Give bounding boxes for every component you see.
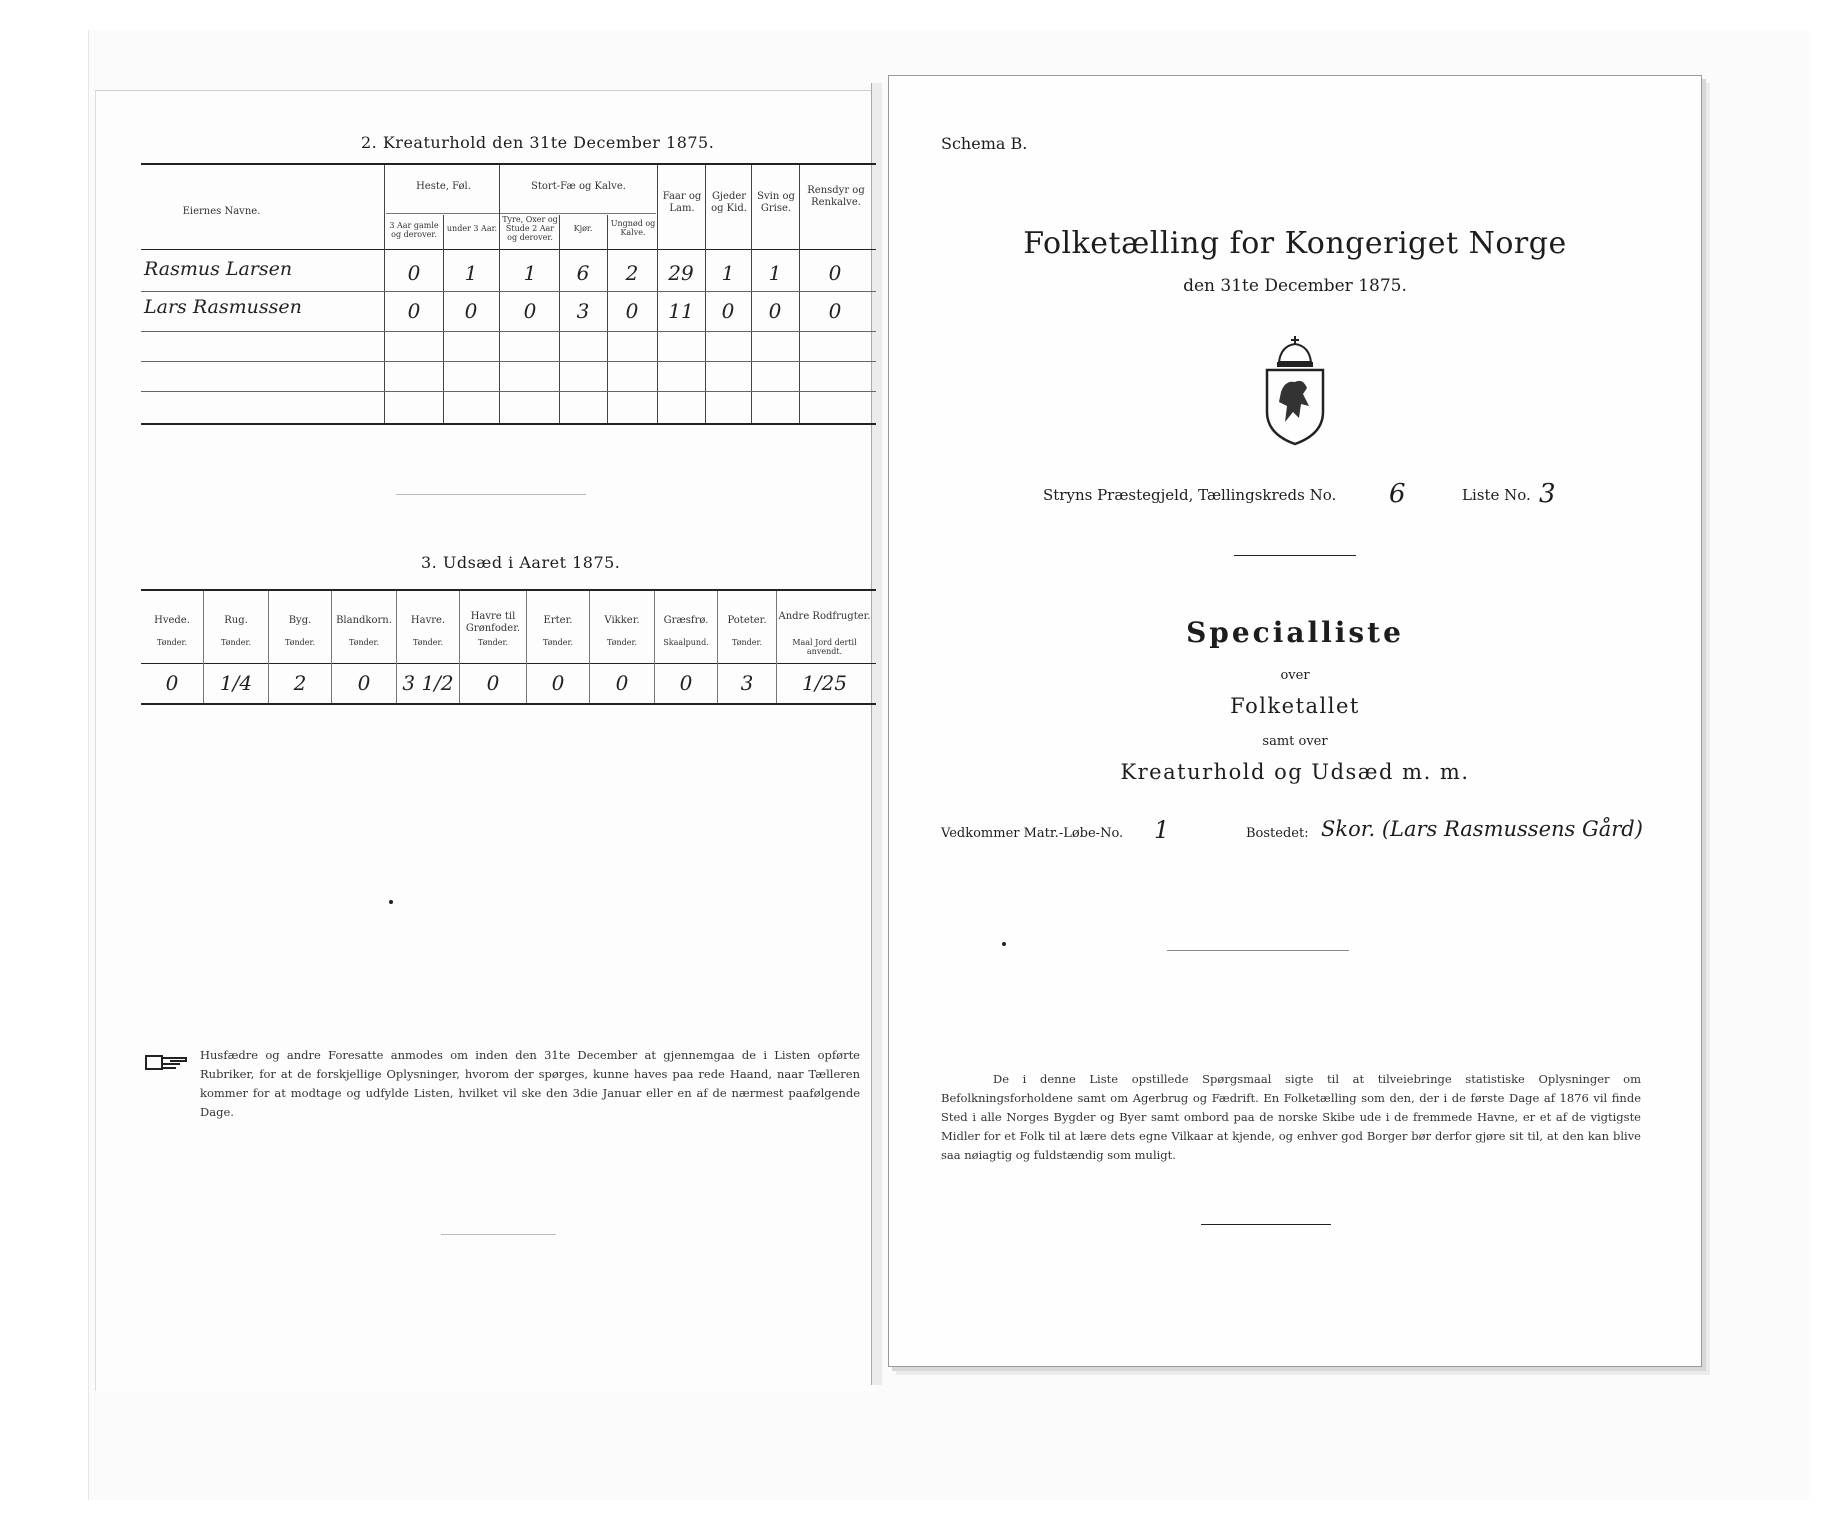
seed-unit: Tønder. xyxy=(477,638,509,647)
table-bottom-rule xyxy=(141,423,876,425)
table-cell: 0 xyxy=(768,299,782,323)
right-page xyxy=(888,75,1702,1367)
seed-cell: 1/25 xyxy=(802,671,847,695)
instruction-note: Husfædre og andre Foresatte anmodes om inden den 31te December at gjennemgaa de i Listen opførte Rubriker, for at de forskjellige Oplysninger, hvorom der spørges, kunne haves paa rede Haand, naar Tælleren kommer for at modtage og udfylde Listen, hvilket vil ske den 3die Januar eller en af de nærmest paafølgende Dage. xyxy=(200,1048,860,1119)
list-label: Liste No. xyxy=(1462,486,1531,504)
seed-unit: Tønder. xyxy=(156,638,188,647)
table-cell: 0 xyxy=(828,299,842,323)
seed-unit: Tønder. xyxy=(220,638,252,647)
col-divider xyxy=(751,165,752,423)
seed-cell: 0 xyxy=(357,671,371,695)
col-divider xyxy=(384,165,385,423)
table-cell: 1 xyxy=(523,261,537,285)
header-pigs: Svin og Grise. xyxy=(757,191,795,214)
schema-label: Schema B. xyxy=(941,134,1028,153)
table-cell: 2 xyxy=(625,261,639,285)
divider xyxy=(1201,1224,1331,1225)
subheader-rule xyxy=(386,213,656,214)
samt-over-text: samt over xyxy=(1262,734,1328,749)
seed-header: Blandkorn. xyxy=(336,615,392,626)
header-sheep: Faar og Lam. xyxy=(662,191,702,214)
bosted-label: Bostedet: xyxy=(1246,826,1309,841)
row-rule xyxy=(141,331,876,332)
seed-header: Andre Rodfrugter. xyxy=(778,611,871,622)
table-cell: 1 xyxy=(721,261,735,285)
seed-cell: 1/4 xyxy=(219,671,253,695)
seed-header: Havre til Grønfoder. xyxy=(465,611,521,634)
seed-unit: Skaalpund. xyxy=(663,638,709,647)
census-date: den 31te December 1875. xyxy=(1183,276,1407,296)
table-top-rule xyxy=(141,163,876,165)
livestock-seed-text: Kreaturhold og Udsæd m. m. xyxy=(1120,760,1470,784)
seed-unit: Tønder. xyxy=(412,638,444,647)
owner-name: Rasmus Larsen xyxy=(144,258,293,280)
header-horses: Heste, Føl. xyxy=(416,181,471,192)
seed-cell: 0 xyxy=(165,671,179,695)
table-cell: 29 xyxy=(668,261,694,285)
seed-cell: 0 xyxy=(679,671,693,695)
district-label: Stryns Præstegjeld, Tællingskreds No. xyxy=(1043,486,1337,504)
ink-dot xyxy=(1002,942,1006,946)
table-cell: 0 xyxy=(523,299,537,323)
over-text: over xyxy=(1280,668,1310,683)
seed-cell: 3 1/2 xyxy=(402,671,454,695)
table-cell: 1 xyxy=(464,261,478,285)
divider xyxy=(1167,950,1349,951)
header-bottom-rule xyxy=(141,249,876,250)
seed-unit: Tønder. xyxy=(542,638,574,647)
table-cell: 11 xyxy=(668,299,694,323)
table-cell: 3 xyxy=(576,299,590,323)
seed-header: Poteter. xyxy=(727,615,767,626)
header-horses-adult: 3 Aar gamle og derover. xyxy=(389,221,439,239)
seed-header: Vikker. xyxy=(604,615,640,626)
header-cattle-cows: Kjør. xyxy=(573,224,593,233)
matr-number: 1 xyxy=(1154,816,1170,844)
livestock-title: 2. Kreaturhold den 31te December 1875. xyxy=(361,133,715,152)
matr-label: Vedkommer Matr.-Løbe-No. xyxy=(941,826,1124,841)
seed-cell: 2 xyxy=(293,671,307,695)
table-cell: 0 xyxy=(407,299,421,323)
table-cell: 0 xyxy=(625,299,639,323)
ink-dot xyxy=(389,900,393,904)
row-rule xyxy=(141,391,876,392)
seed-header: Hvede. xyxy=(154,615,190,626)
table-cell: 0 xyxy=(464,299,478,323)
seed-unit: Tønder. xyxy=(348,638,380,647)
col-divider xyxy=(705,165,706,423)
header-goats: Gjeder og Kid. xyxy=(711,191,747,214)
col-divider xyxy=(657,165,658,423)
divider xyxy=(396,494,586,495)
table-cell: 0 xyxy=(828,261,842,285)
table-cell: 0 xyxy=(721,299,735,323)
folketallet-text: Folketallet xyxy=(1230,694,1360,718)
seed-header: Erter. xyxy=(543,615,573,626)
seed-cell: 0 xyxy=(486,671,500,695)
list-number: 3 xyxy=(1539,479,1556,509)
divider xyxy=(441,1234,556,1235)
col-divider xyxy=(499,165,500,423)
header-reindeer: Rensdyr og Renkalve. xyxy=(807,185,865,208)
pointing-hand-icon xyxy=(144,1051,190,1073)
header-horses-young: under 3 Aar. xyxy=(446,224,498,233)
seed-title: 3. Udsæd i Aaret 1875. xyxy=(421,553,621,572)
seed-top-rule xyxy=(141,589,876,591)
col-divider xyxy=(799,165,800,423)
row-rule xyxy=(141,361,876,362)
page-title: Folketælling for Kongeriget Norge xyxy=(1023,226,1567,261)
table-cell: 0 xyxy=(407,261,421,285)
header-cattle: Stort-Fæ og Kalve. xyxy=(531,181,626,192)
header-owner: Eiernes Navne. xyxy=(182,206,261,217)
seed-unit: Tønder. xyxy=(606,638,638,647)
seed-unit: Tønder. xyxy=(731,638,763,647)
seed-header-rule xyxy=(141,663,876,664)
seed-header: Græsfrø. xyxy=(663,615,709,626)
coat-of-arms-icon xyxy=(1261,334,1329,446)
divider xyxy=(1234,555,1356,556)
seed-header: Rug. xyxy=(224,615,248,626)
row-rule xyxy=(141,291,876,292)
seed-header: Byg. xyxy=(288,615,312,626)
seed-unit: Tønder. xyxy=(284,638,316,647)
owner-name: Lars Rasmussen xyxy=(144,296,302,318)
district-number: 6 xyxy=(1389,479,1406,509)
header-cattle-bulls: Tyre, Oxer og Stude 2 Aar og derover. xyxy=(502,215,558,242)
cover-note: De i denne Liste opstillede Spørgsmaal sigte til at tilveiebringe statistiske Oplysninger om Befolkningsforholdene samt om Agerbrug og Fædrift. En Folketælling som den, der i de første Dage af 1876 vil finde Sted i alle Norges Bygder og Byer samt ombord paa de norske Skibe ude i de fremmede Havne, er et af de vigtigste Midler for et Folk til at lære dets egne Vilkaar at kjende, og enhver god Borger bør derfor gjøre sit til, at den kan blive saa nøiagtig og fuldstændig som muligt. xyxy=(941,1072,1641,1162)
page-edge xyxy=(871,83,882,1385)
left-page xyxy=(95,90,876,1391)
header-cattle-young: Ungnød og Kalve. xyxy=(610,219,656,237)
seed-unit: Maal Jord dertil anvendt. xyxy=(792,638,857,656)
seed-cell: 0 xyxy=(551,671,565,695)
seed-cell: 0 xyxy=(615,671,629,695)
table-cell: 6 xyxy=(576,261,590,285)
table-cell: 1 xyxy=(768,261,782,285)
seed-bottom-rule xyxy=(141,703,876,705)
seed-cell: 3 xyxy=(740,671,754,695)
bosted-value: Skor. (Lars Rasmussens Gård) xyxy=(1321,817,1643,841)
seed-header: Havre. xyxy=(410,615,446,626)
special-list-title: Specialliste xyxy=(1186,616,1404,649)
